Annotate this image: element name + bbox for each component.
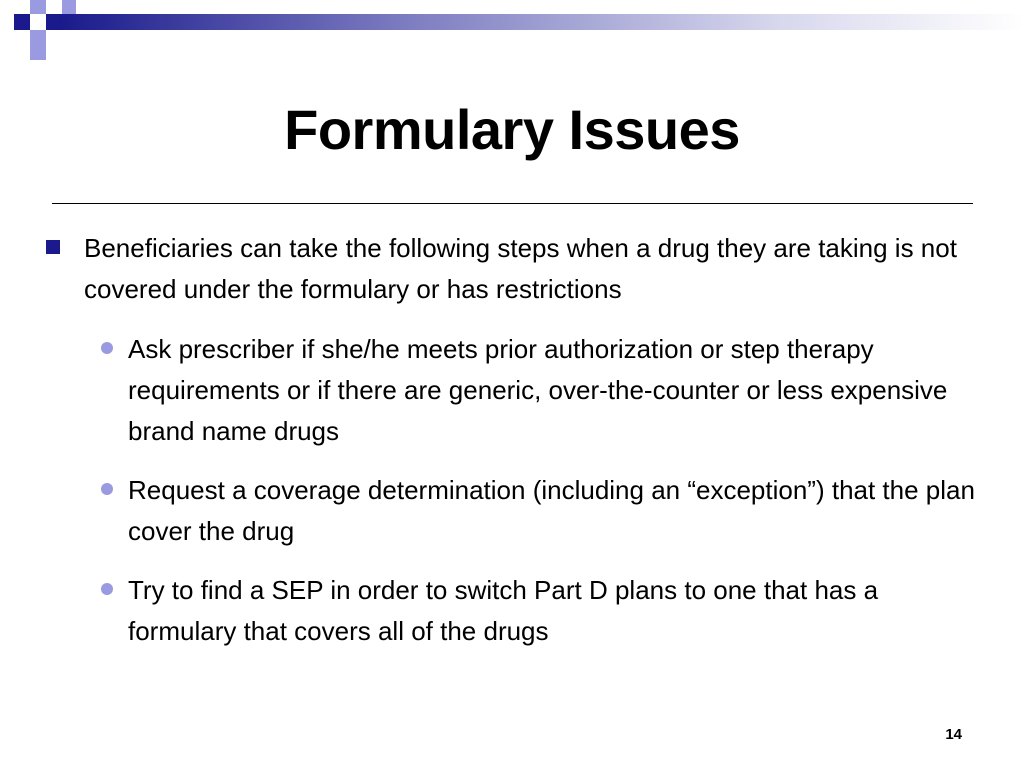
- sub-bullet-sep: Try to find a SEP in order to switch Part D plans to one that has a formulary that covers all of the drugs: [128, 575, 879, 646]
- sub-bullet-coverage: Request a coverage determination (including an “exception”) that the plan cover the drug: [128, 475, 975, 546]
- title-divider: [52, 203, 973, 204]
- slide-title: Formulary Issues: [284, 98, 740, 161]
- page-number: 14: [945, 726, 962, 743]
- circle-bullet-icon: [101, 583, 113, 595]
- circle-bullet-icon: [101, 342, 113, 354]
- bullet-main: Beneficiaries can take the following steps when a drug they are taking is not covered under the formulary or has restrictions: [84, 233, 957, 304]
- circle-bullet-icon: [101, 483, 113, 495]
- sub-bullet-prescriber: Ask prescriber if she/he meets prior authorization or step therapy requirements or if there are generic, over-the-counter or less expensive brand name drugs: [128, 334, 948, 446]
- header-gradient-band: [0, 0, 1024, 40]
- square-bullet-icon: [46, 240, 60, 254]
- corner-squares-logo: [0, 0, 80, 64]
